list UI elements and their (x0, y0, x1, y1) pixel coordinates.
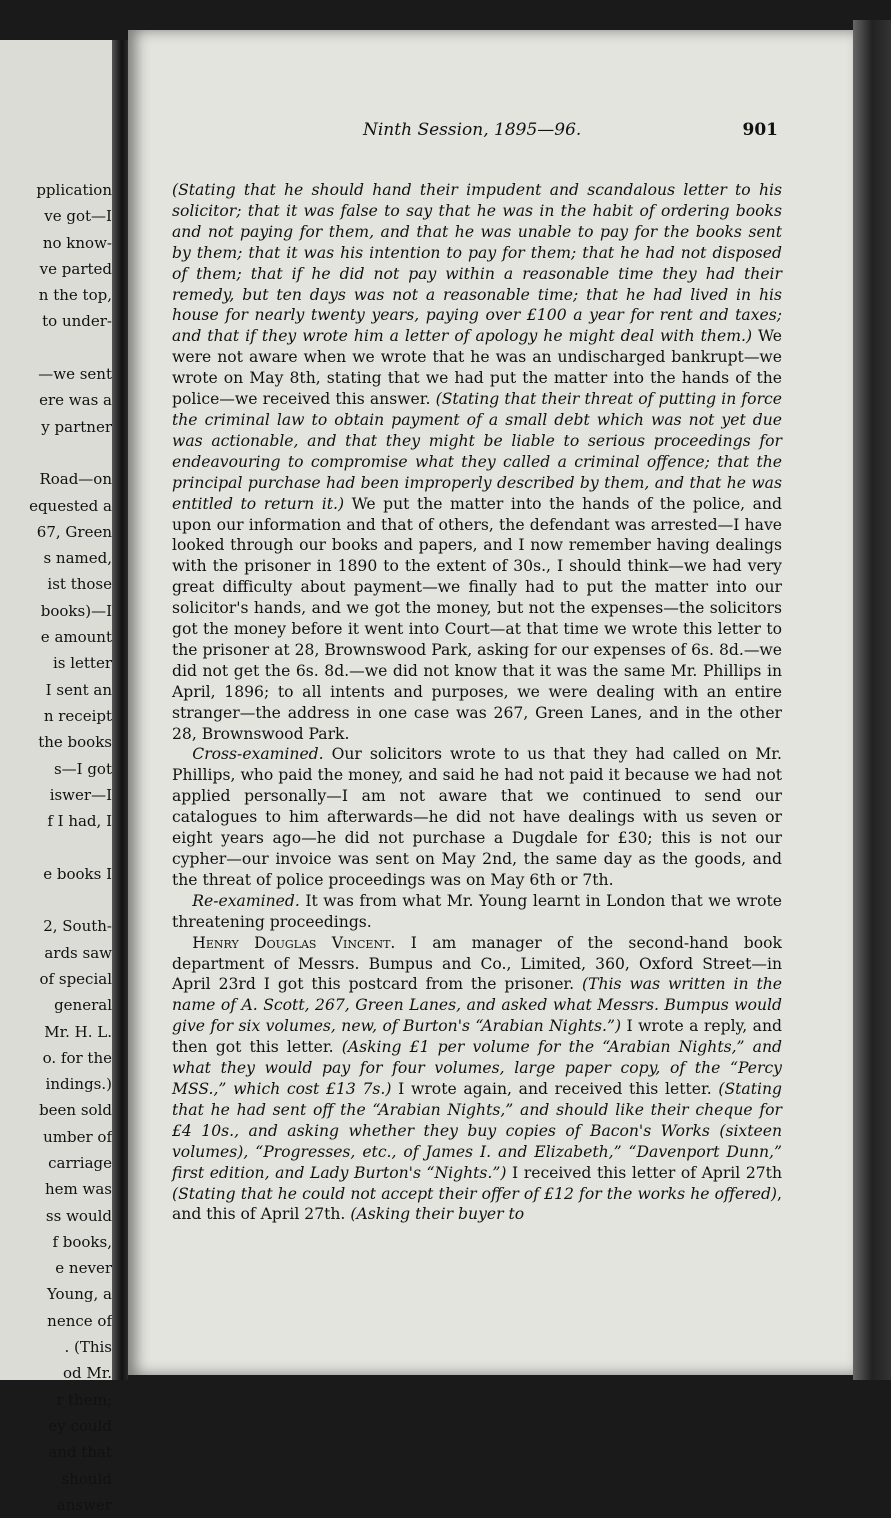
text-segment: Henry Douglas Vincent. (192, 933, 396, 952)
left-page-line: ss would (45, 1206, 112, 1225)
text-segment: (Stating that he had sent off the “Arabian Nights,” and should like their cheque for £4 10s., and asking whether they buy copies of Bacon's Works (sixteen volumes), “Progresses, etc., of James I. and Elizabeth,” “Davenport Dunn,” first edition, and Lady Burton's “Nights.”) (172, 1079, 782, 1182)
left-page-line: should (61, 1469, 112, 1488)
left-page-line: 67, Green (36, 522, 112, 541)
running-head: Ninth Session, 1895—96. (363, 120, 582, 140)
paragraph (172, 891, 782, 933)
left-page-line: ist those (47, 575, 112, 594)
left-page-line: r them; (56, 1390, 112, 1409)
left-page-line: answer (56, 1495, 112, 1514)
left-page-line (0, 887, 112, 913)
left-page-line: Mr. H. L. (44, 1022, 112, 1041)
left-page-line: s named, (43, 549, 112, 568)
left-page-line: nence of (47, 1311, 112, 1330)
text-segment: (Stating that he could not accept their offer of £12 for the works he offered) (172, 1184, 778, 1203)
left-page-text (0, 177, 112, 1518)
left-page-line: Young, a (46, 1285, 112, 1304)
text-segment: (Asking their buyer to (350, 1205, 525, 1224)
left-page-line: umber of (43, 1127, 112, 1146)
text-segment: I wrote a reply, and then got this letter. (172, 1017, 782, 1057)
left-page-line: ve got—I (44, 207, 112, 226)
left-page-line: . (This (64, 1338, 112, 1357)
paragraph (172, 933, 782, 1226)
left-page-line: n the top, (38, 286, 112, 305)
left-page-line: is letter (52, 654, 112, 673)
left-page-line: ey could (48, 1416, 112, 1435)
left-page-line: e books I (43, 864, 112, 883)
left-page-line: equested a (29, 496, 112, 515)
left-page-line: indings.) (45, 1075, 112, 1094)
paragraph (172, 180, 782, 744)
left-page-line: e amount (40, 628, 112, 647)
left-page-line: 2, South- (43, 917, 112, 936)
left-page-line (0, 834, 112, 860)
page-header (128, 120, 778, 148)
left-page-line: and that (48, 1443, 112, 1462)
left-page-line (0, 440, 112, 466)
left-page-line: od Mr. (62, 1364, 112, 1383)
text-segment: We were not aware when we wrote that he was an undischarged bankrupt—we wrote on May 8th, stating that we had put the matter into the hands of the police—we received this answer. (172, 327, 782, 409)
text-segment: (Stating that their threat of putting in force the criminal law to obtain payment of a small debt which was not yet due was actionable, and that they might be liable to serious proceedings for endeavouring to compromise what they called a criminal offence; that the principal purchase had been improperly described by them, and that he was entitled to return it.) (172, 390, 782, 513)
left-page-line: hem was (44, 1180, 112, 1199)
left-page-line: books)—I (40, 601, 112, 620)
left-page-line: carriage (48, 1153, 112, 1172)
text-segment: I wrote again, and received this letter. (391, 1079, 719, 1098)
text-segment: (This was written in the name of A. Scott, 267, Green Lanes, and asked what Messrs. Bumpus would give for six volumes, new, of Burton's “Arabian Nights.”) (172, 975, 782, 1036)
left-page-line: Road—on (39, 470, 112, 489)
left-page-line: the books (38, 733, 112, 752)
left-page-line: no know- (42, 233, 112, 252)
left-page (0, 40, 112, 1514)
left-page-line: ve parted (39, 259, 112, 278)
text-segment: I received this letter of April 27th (506, 1163, 782, 1182)
text-segment: I am manager of the second-hand book department of Messrs. Bumpus and Co., Limited, 360, Oxford Street—in April 23rd I got this postcard from the prisoner. (172, 933, 782, 994)
left-page-line: —we sent (38, 365, 112, 384)
left-page-line: f books, (52, 1232, 112, 1251)
left-page-line: o. for the (42, 1048, 112, 1067)
left-page-line: iswer—I (49, 785, 112, 804)
paragraph (172, 744, 782, 890)
left-page-line: of special (39, 969, 112, 988)
left-page-line: pplication (36, 181, 112, 199)
page-edge (853, 20, 891, 1380)
text-segment: It was from what Mr. Young learnt in London that we wrote threatening proceedings. (172, 891, 782, 931)
left-page-line: I sent an (45, 680, 112, 699)
text-segment: , and this of April 27th. (172, 1184, 782, 1224)
text-segment: (Asking £1 per volume for the “Arabian Nights,” and what they would pay for four volumes, large paper copy, of the “Percy MSS.,” which cost £13 7s.) (172, 1038, 782, 1098)
text-segment: We put the matter into the hands of the police, and upon our information and that of others, the defendant was arrested—I have looked through our books and papers, and I now remember having dealings with the prisoner in 1890 to the extent of 30s., I should think—we had very great difficulty about payment—we finally had to put the matter into our solicitor's hands, and we got the money, but not the expenses—the solicitors got the money before it went into Court—at that time we wrote this letter to the prisoner at 28, Brownswood Park, asking for our expenses of 6s. 8d.—we did not get the 6s. 8d.—we did not know that it was the same Mr. Phillips in April, 1896; to all intents and purposes, we were dealing with an entire stranger—the address in one case was 267, Green Lanes, and in the other 28, Brownswood Park. (172, 494, 782, 743)
left-page-line: y partner (41, 417, 112, 436)
left-page-line: e never (55, 1259, 112, 1278)
text-segment: Our solicitors wrote to us that they had called on Mr. Phillips, who paid the money, and said he had not paid it because we had not applied personally—I am not aware that we continued to send our catalogues to him afterwards—he did not have dealings with us seven or eight years ago—he did not purchase a Dugdale for £30; this is not our cypher—our invoice was sent on May 2nd, the same day as the goods, and the threat of police proceedings was on May 6th or 7th. (172, 745, 782, 889)
left-page-line: been sold (39, 1101, 112, 1120)
left-page-line: ards saw (44, 943, 112, 962)
left-page-line: n receipt (43, 706, 112, 725)
left-page-line: f I had, I (47, 812, 112, 831)
left-page-line: to under- (42, 312, 112, 331)
page-number: 901 (742, 120, 778, 140)
text-segment: (Stating that he should hand their impudent and scandalous letter to his solicitor; that it was false to say that he was in the habit of ordering books and not paying for them, and that he was unable to pay for the books sent by them; that it was his intention to pay for them; that he had not disposed of them; that if he did not pay within a reasonable time they had their remedy, but ten days was not a reasonable time; that he had lived in his house for nearly twenty years, paying over £100 a year for rent and taxes; and that if they wrote him a letter of apology he might deal with them.) (172, 181, 782, 346)
book-gutter (112, 40, 128, 1380)
left-page-line: ere was a (39, 391, 112, 410)
text-segment: Cross-examined. (192, 745, 324, 764)
left-page-line: s—I got (53, 759, 112, 778)
text-segment: Re-examined. (192, 891, 300, 910)
left-page-line (0, 335, 112, 361)
left-page-line: general (54, 996, 112, 1015)
body-text (172, 180, 782, 1225)
